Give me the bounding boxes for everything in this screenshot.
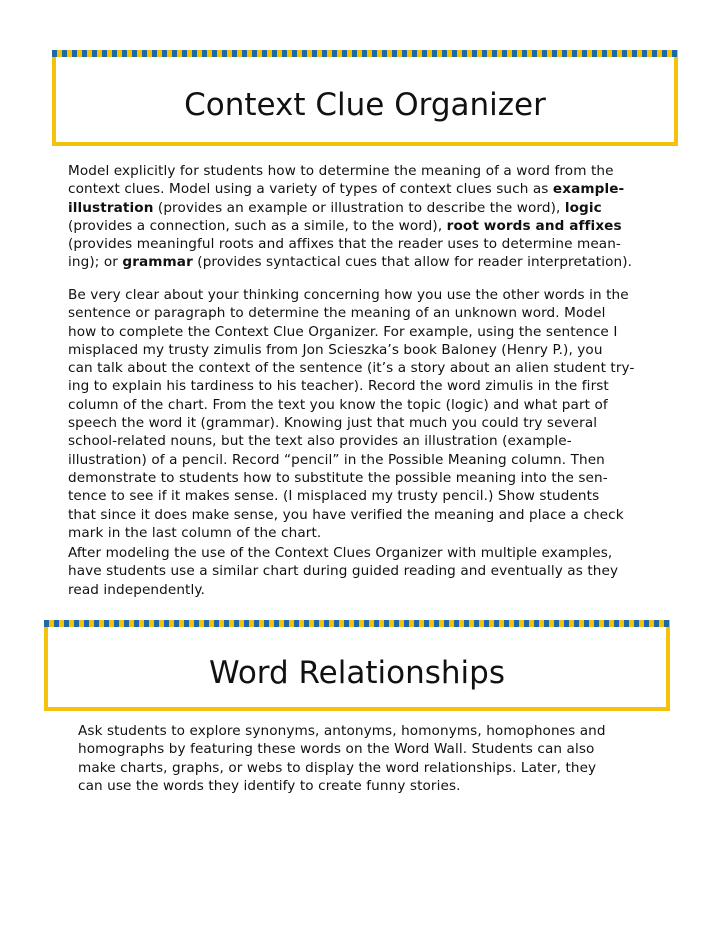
text-line: school-related nouns, but the text also provides an illustration (example- <box>68 433 572 450</box>
text-line: can talk about the context of the sentence (it’s a story about an alien student try- <box>68 360 635 377</box>
text-line: sentence or paragraph to determine the meaning of an unknown word. Model <box>68 305 606 322</box>
section-title-box <box>52 57 678 146</box>
text-line <box>68 253 632 271</box>
section-title-box <box>44 627 670 711</box>
paragraph-guided-reading <box>68 544 618 599</box>
paragraph-word-relationships <box>78 722 606 795</box>
text-line: that since it does make sense, you have verified the meaning and place a check <box>68 506 624 523</box>
text-line: read independently. <box>68 581 205 598</box>
text-line: make charts, graphs, or webs to display the word relationships. Later, they <box>78 759 597 776</box>
text-line: ing to explain his tardiness to his teacher). Record the word zimulis in the first <box>68 378 609 395</box>
text-run: ing); or <box>68 254 123 271</box>
bold-term: logic <box>564 199 602 216</box>
paragraph-modeling-example <box>68 286 634 542</box>
text-line: homographs by featuring these words on the Word Wall. Students can also <box>78 741 595 758</box>
text-line: Be very clear about your thinking concerning how you use the other words in the <box>68 287 629 303</box>
text-line: Ask students to explore synonyms, antonyms, homonyms, homophones and <box>78 723 606 739</box>
text-run: context clues. Model using a variety of types of context clues such as <box>68 181 553 198</box>
text-line: illustration) of a pencil. Record “pencil” in the Possible Meaning column. Then <box>68 451 605 468</box>
text-line: After modeling the use of the Context Clues Organizer with multiple examples, <box>68 545 613 561</box>
bold-term: example- <box>552 181 625 198</box>
text-line: speech the word it (grammar). Knowing just that much you could try several <box>68 415 598 432</box>
paragraph-context-clue-types <box>68 162 632 272</box>
section-title: Context Clue Organizer <box>184 87 546 123</box>
text-line: demonstrate to students how to substitute the possible meaning into the sen- <box>68 469 608 486</box>
text-run: (provides an example or illustration to describe the word), <box>153 199 565 216</box>
text-line: have students use a similar chart during guided reading and eventually as they <box>68 563 619 580</box>
text-line: misplaced my trusty zimulis from Jon Scieszka’s book Baloney (Henry P.), you <box>68 341 603 358</box>
section-title: Word Relationships <box>209 655 505 691</box>
text-line: Model explicitly for students how to determine the meaning of a word from the <box>68 163 614 179</box>
text-line: can use the words they identify to create funny stories. <box>78 777 461 794</box>
text-line: column of the chart. From the text you know the topic (logic) and what part of <box>68 396 608 413</box>
text-run: (provides a connection, such as a simile, to the word), <box>68 217 447 234</box>
text-line <box>68 217 632 235</box>
bold-term: grammar <box>122 254 193 271</box>
text-line <box>68 180 632 198</box>
bold-term: illustration <box>68 199 154 216</box>
text-line: (provides meaningful roots and affixes that the reader uses to determine mean- <box>68 236 621 253</box>
text-line <box>68 199 632 217</box>
text-line: mark in the last column of the chart. <box>68 524 322 541</box>
text-line: tence to see if it makes sense. (I misplaced my trusty pencil.) Show students <box>68 488 600 505</box>
text-line: how to complete the Context Clue Organizer. For example, using the sentence I <box>68 323 618 340</box>
decorative-dotted-border-top <box>44 620 670 627</box>
decorative-dotted-border-top <box>52 50 678 57</box>
bold-term: root words and affixes <box>446 217 622 234</box>
text-run: (provides syntactical cues that allow for reader interpretation). <box>192 254 633 271</box>
